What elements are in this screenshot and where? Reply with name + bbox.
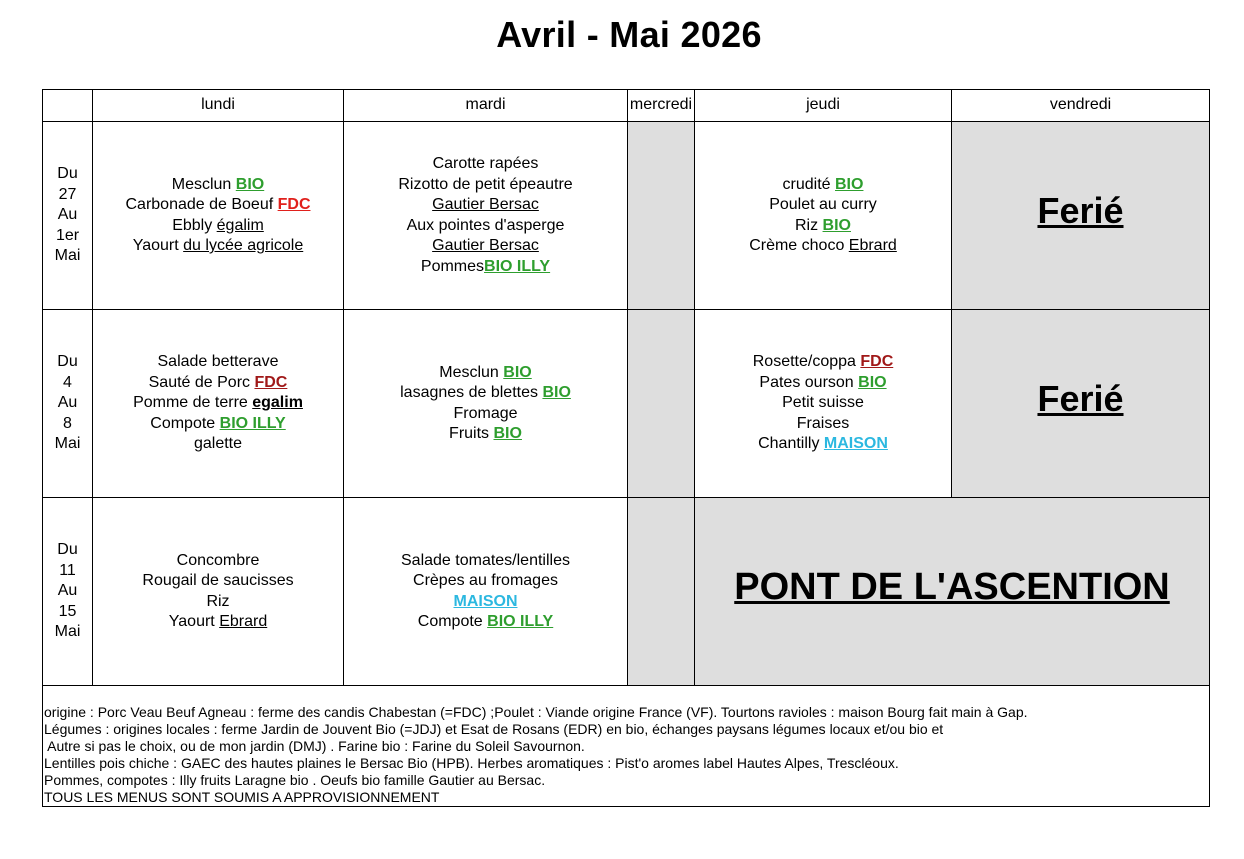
footer-notes <box>43 686 1210 807</box>
menu-item: Carotte rapées <box>432 155 539 172</box>
week-label <box>43 122 93 310</box>
menu-item: galette <box>193 435 243 453</box>
footer-line: Autre si pas le choix, ou de mon jardin (DMJ) . Farine bio : Farine du Soleil Savournon. <box>44 738 585 754</box>
menu-cell-mardi <box>344 498 628 686</box>
bio-label: BIO ILLY <box>484 257 551 275</box>
footer-line: origine : Porc Veau Beuf Agneau : ferme des candis Chabestan (=FDC) ;Poulet : Viande origine France (VF). Tourtons ravioles : maison Bourg fait main à Gap. <box>44 704 1028 720</box>
menu-cell-jeudi <box>695 122 952 310</box>
dish-text: Compote <box>417 613 488 630</box>
dish-text: Mesclun <box>171 175 236 193</box>
menu-item <box>344 383 627 404</box>
week-label-line: Mai <box>54 435 81 453</box>
dish-text: Yaourt <box>132 237 184 254</box>
week-label-line: Mai <box>54 623 81 641</box>
menu-item <box>695 434 951 455</box>
dish-text: Ebbly <box>172 216 217 234</box>
menu-cell-mardi <box>344 122 628 310</box>
menu-item: Crèpes au fromages <box>413 572 558 589</box>
week-label-line: Au <box>57 582 78 600</box>
footer-line: TOUS LES MENUS SONT SOUMIS A APPROVISIONNEMENT <box>44 789 440 805</box>
week-label-line: Au <box>57 206 78 224</box>
week-label-line: 27 <box>58 185 77 203</box>
menu-item <box>93 216 343 237</box>
menu-item <box>695 216 951 237</box>
corner-cell <box>43 90 93 122</box>
dish-text: Carbonade de Boeuf <box>125 196 278 213</box>
week-label-line: Du <box>57 541 78 559</box>
dish-text: Pommes <box>420 257 485 275</box>
menu-cell-mercredi <box>628 122 695 310</box>
bio-label: BIO <box>503 363 532 381</box>
bio-label: BIO <box>542 384 571 401</box>
week-label <box>43 310 93 498</box>
dish-text: Mesclun <box>439 363 504 381</box>
menu-cell-vendredi <box>952 122 1210 310</box>
header-mardi: mardi <box>344 90 628 122</box>
menu-item <box>93 393 343 414</box>
menu-item <box>695 236 951 257</box>
origin-label: Gautier Bersac <box>432 196 539 213</box>
week-label-line: 11 <box>59 561 76 579</box>
week-label-line: 8 <box>63 414 72 432</box>
bio-label: BIO <box>235 175 265 193</box>
menu-item <box>695 373 951 394</box>
footer-line: Pommes, compotes : Illy fruits Laragne bio . Oeufs bio famille Gautier au Bersac. <box>44 772 546 788</box>
menu-item <box>93 175 343 196</box>
egalim-label: égalim <box>216 216 264 234</box>
menu-item <box>93 236 343 257</box>
header-row <box>43 90 1210 122</box>
menu-item <box>93 612 343 633</box>
bio-label: BIO <box>822 216 851 234</box>
menu-item: Fromage <box>453 404 518 422</box>
maison-label: MAISON <box>453 592 518 610</box>
menu-item: Aux pointes d'asperge <box>406 216 565 234</box>
menu-item <box>344 612 627 633</box>
bio-label: BIO <box>493 425 522 442</box>
footer-line: Lentilles pois chiche : GAEC des hautes plaines le Bersac Bio (HPB). Herbes aromatiques : Pist'o aromes label Hautes Alpes, Trescléoux. <box>44 755 899 771</box>
menu-item: Poulet au curry <box>769 196 877 213</box>
dish-text: Crème choco <box>749 237 849 254</box>
dish-text: Fruits <box>449 425 494 442</box>
origin-label: du lycée agricole <box>183 237 304 254</box>
dish-text: Sauté de Porc <box>148 373 255 391</box>
menu-item: Petit suisse <box>782 394 864 412</box>
menu-cell-jeudi <box>695 310 952 498</box>
menu-item <box>695 175 951 196</box>
week-label-line: Mai <box>54 247 81 265</box>
menu-cell-lundi <box>93 498 344 686</box>
holiday-label: Ferié <box>1037 190 1124 232</box>
header-vendredi: vendredi <box>952 90 1210 122</box>
dish-text: Compote <box>150 414 220 432</box>
egalim-label: egalim <box>252 394 303 412</box>
dish-text: Yaourt <box>168 613 220 630</box>
menu-item <box>344 363 627 384</box>
week-label-line: Du <box>57 353 78 371</box>
dish-text: crudité <box>782 175 835 193</box>
fdc-label: FDC <box>254 373 288 391</box>
menu-cell-lundi <box>93 122 344 310</box>
menu-item: Salade tomates/lentilles <box>401 551 570 569</box>
menu-cell-jeudi-vendredi <box>695 498 1210 686</box>
dish-text: Chantilly <box>758 435 824 453</box>
week-row-2 <box>43 310 1210 498</box>
holiday-label: Ferié <box>1037 378 1124 420</box>
week-label-line: 15 <box>58 602 77 620</box>
bio-label: BIO ILLY <box>219 414 286 432</box>
menu-cell-mardi <box>344 310 628 498</box>
menu-item <box>93 195 343 216</box>
dish-text: Rosette/coppa <box>752 353 861 371</box>
week-row-3 <box>43 498 1210 686</box>
menu-table <box>42 89 1210 807</box>
header-jeudi: jeudi <box>695 90 952 122</box>
menu-item: Fraises <box>796 414 850 432</box>
menu-cell-vendredi <box>952 310 1210 498</box>
menu-item <box>93 414 343 435</box>
maison-label: MAISON <box>823 435 888 453</box>
bio-label: BIO ILLY <box>487 613 554 630</box>
week-label <box>43 498 93 686</box>
menu-item <box>344 257 627 278</box>
week-label-line: Du <box>57 165 78 183</box>
origin-label: Gautier Bersac <box>432 237 539 254</box>
menu-item: Rougail de saucisses <box>142 572 294 589</box>
fdc-label: FDC <box>277 196 311 213</box>
holiday-bridge-label: PONT DE L'ASCENTION <box>734 566 1170 609</box>
week-row-1 <box>43 122 1210 310</box>
menu-item: Salade betterave <box>157 353 279 371</box>
menu-item <box>695 352 951 373</box>
bio-label: BIO <box>835 175 864 193</box>
menu-item: Concombre <box>176 551 260 569</box>
menu-cell-lundi <box>93 310 344 498</box>
menu-item <box>93 373 343 394</box>
menu-item: Riz <box>206 592 230 610</box>
origin-label: Ebrard <box>848 237 897 254</box>
week-label-line: Au <box>57 394 78 412</box>
week-label-line: 4 <box>63 373 72 391</box>
page-title: Avril - Mai 2026 <box>496 14 762 55</box>
menu-item <box>344 424 627 445</box>
origin-label: Ebrard <box>219 613 268 630</box>
week-label-line: 1er <box>55 226 80 244</box>
header-mercredi: mercredi <box>628 90 695 122</box>
menu-cell-mercredi <box>628 498 695 686</box>
fdc-label: FDC <box>860 353 894 371</box>
dish-text: Pates ourson <box>759 373 859 391</box>
dish-text: lasagnes de blettes <box>400 384 543 401</box>
menu-item: Rizotto de petit épeautre <box>398 175 573 193</box>
footer-line: Légumes : origines locales : ferme Jardin de Jouvent Bio (=JDJ) et Esat de Rosans (EDR) en bio, échanges paysans légumes locaux et/ou bio et <box>44 721 944 737</box>
header-lundi: lundi <box>93 90 344 122</box>
footer-row <box>43 686 1210 807</box>
dish-text: Pomme de terre <box>133 394 253 412</box>
menu-cell-mercredi <box>628 310 695 498</box>
bio-label: BIO <box>858 373 887 391</box>
dish-text: Riz <box>794 216 823 234</box>
